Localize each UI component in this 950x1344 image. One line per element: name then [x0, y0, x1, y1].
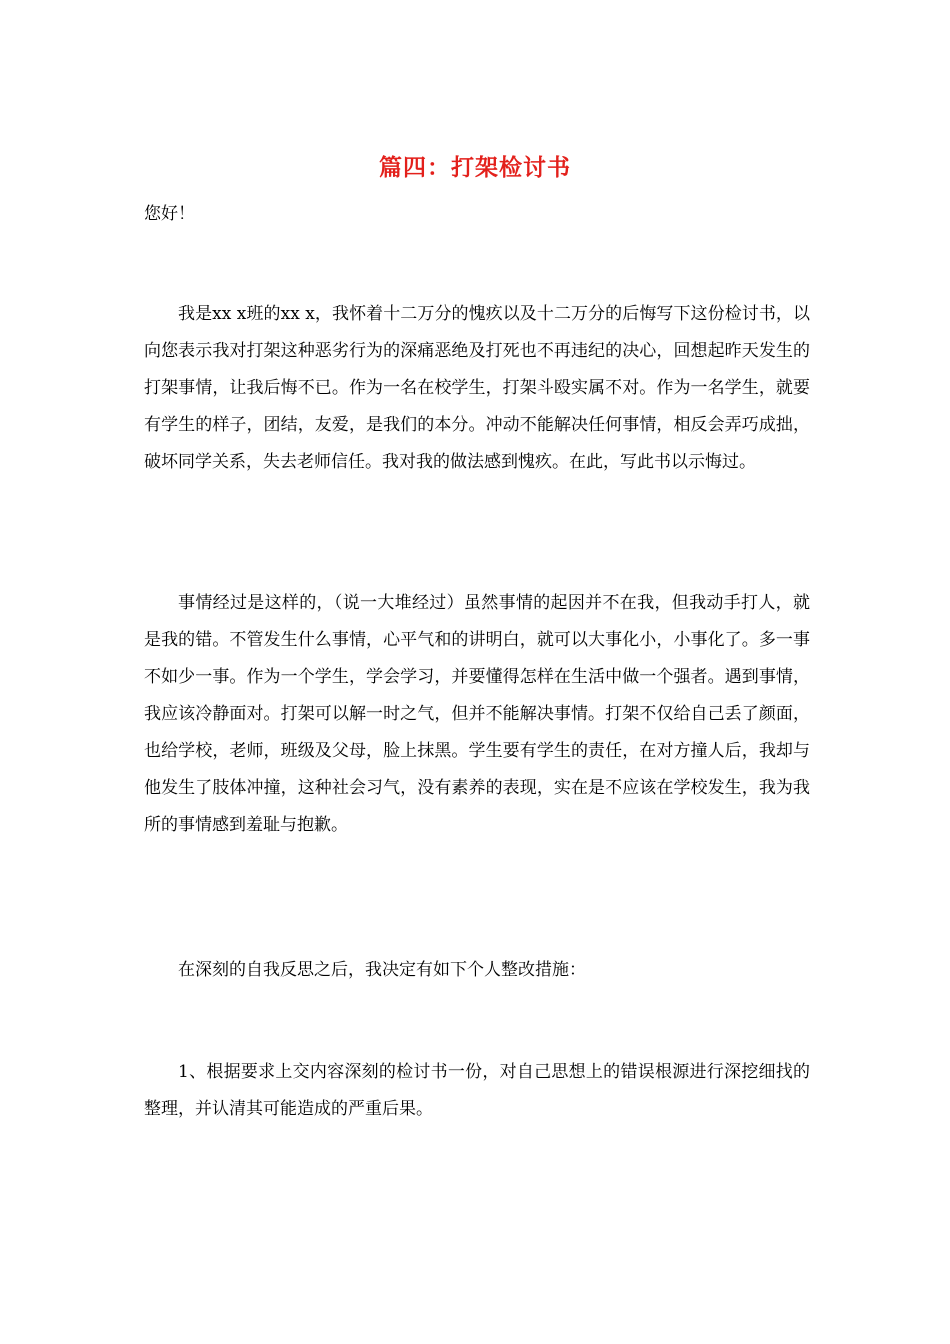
paragraph-4: 1、根据要求上交内容深刻的检讨书一份，对自己思想上的错误根源进行深挖细找的整理，并认清其可能造成的严重后果。 — [144, 1062, 810, 1119]
paragraph-1: 我是xx x班的xx x，我怀着十二万分的愧疚以及十二万分的后悔写下这份检讨书，以向您表示我对打架这种恶劣行为的深痛恶绝及打死也不再违纪的决心，回想起昨天发生的打架事情，让我后悔不已。作为一名在校学生，打架斗殴实属不对。作为一名学生，就要有学生的样子，团结，友爱，是我们的本分。冲动不能解决任何事情，相反会弄巧成拙，破坏同学关系，失去老师信任。我对我的做法感到愧疚。在此，写此书以示悔过。 — [144, 304, 810, 472]
paragraph-2: 事情经过是这样的，（说一大堆经过）虽然事情的起因并不在我，但我动手打人，就是我的错。不管发生什么事情，心平气和的讲明白，就可以大事化小，小事化了。多一事不如少一事。作为一个学生，学会学习，并要懂得怎样在生活中做一个强者。遇到事情，我应该冷静面对。打架可以解一时之气，但并不能解决事情。打架不仅给自己丢了颜面，也给学校，老师，班级及父母，脸上抹黑。学生要有学生的责任，在对方撞人后，我却与他发生了肢体冲撞，这种社会习气，没有素养的表现，实在是不应该在学校发生，我为我所的事情感到羞耻与抱歉。 — [144, 593, 810, 835]
document-title: 篇四：打架检讨书 — [379, 154, 571, 181]
paragraph-3: 在深刻的自我反思之后，我决定有如下个人整改措施： — [178, 960, 586, 980]
greeting: 您好！ — [144, 204, 195, 224]
